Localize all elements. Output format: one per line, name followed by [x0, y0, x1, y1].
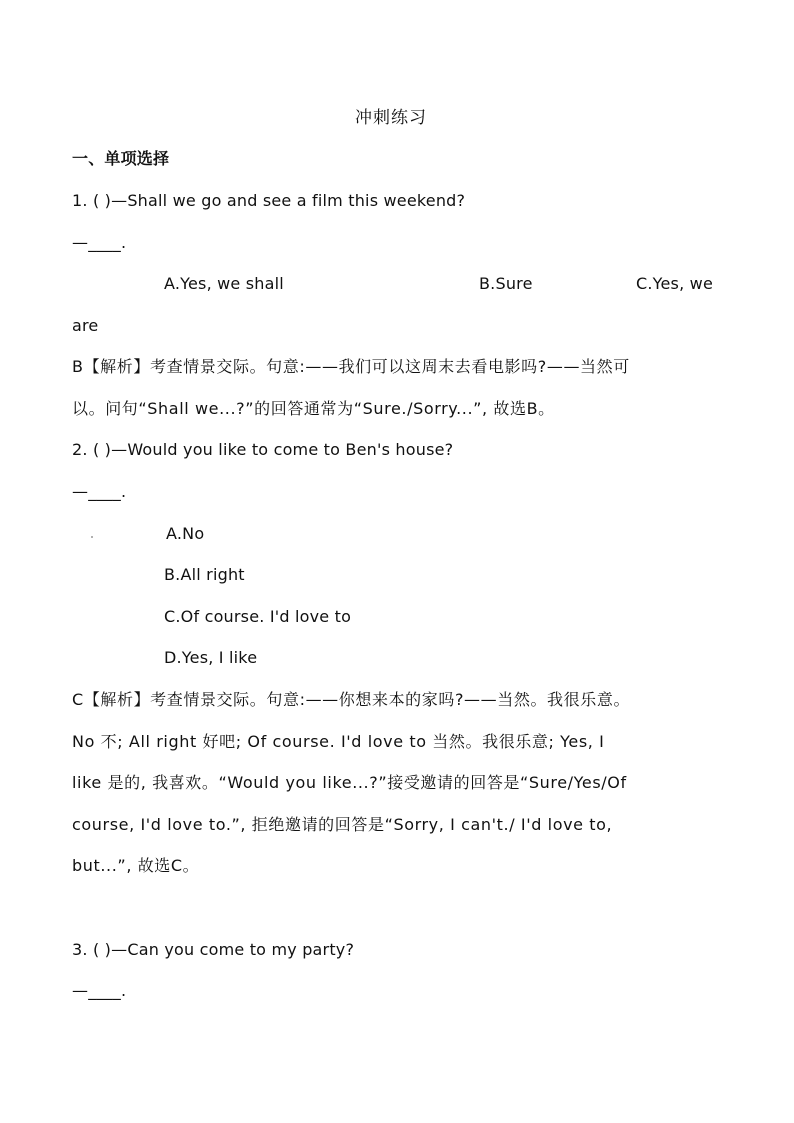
question-2-option-b: B.All right: [164, 565, 245, 584]
question-1-option-c: C.Yes, we: [636, 274, 713, 293]
question-3-stem: 3. ( )—Can you come to my party?: [72, 940, 355, 959]
question-3-answer-blank: —____.: [72, 981, 127, 1000]
section-heading: 一、单项选择: [72, 149, 170, 168]
question-2-option-d: D.Yes, I like: [164, 648, 258, 667]
question-2-option-c: C.Of course. I'd love to: [164, 607, 352, 626]
question-1-answer-blank: —____.: [72, 233, 127, 252]
question-2-stem: 2. ( )—Would you like to come to Ben's house?: [72, 440, 454, 459]
page-title: 冲刺练习: [355, 108, 427, 128]
question-2-answer-blank: —____.: [72, 482, 127, 501]
question-1-option-a: A.Yes, we shall: [164, 274, 284, 293]
question-2-explanation-line-1: C【解析】考查情景交际。句意:——你想来本的家吗?——当然。我很乐意。: [72, 690, 631, 709]
question-1-option-c-wrap: are: [72, 316, 99, 335]
question-2-option-a: A.No: [166, 524, 205, 543]
question-2-explanation-line-4: course, I'd love to.”, 拒绝邀请的回答是“Sorry, I can't./ I'd love to,: [72, 815, 613, 834]
stray-dot: [91, 536, 93, 538]
question-1-option-b: B.Sure: [479, 274, 533, 293]
question-1-stem: 1. ( )—Shall we go and see a film this weekend?: [72, 191, 466, 210]
question-1-explanation-line-1: B【解析】考查情景交际。句意:——我们可以这周末去看电影吗?——当然可: [72, 357, 630, 376]
question-2-explanation-line-5: but...”, 故选C。: [72, 856, 200, 875]
question-2-explanation-line-2: No 不; All right 好吧; Of course. I'd love to 当然。我很乐意; Yes, I: [72, 732, 605, 751]
question-1-explanation-line-2: 以。问句“Shall we...?”的回答通常为“Sure./Sorry...”, 故选B。: [72, 399, 555, 418]
question-2-explanation-line-3: like 是的, 我喜欢。“Would you like...?”接受邀请的回答是“Sure/Yes/Of: [72, 773, 627, 792]
